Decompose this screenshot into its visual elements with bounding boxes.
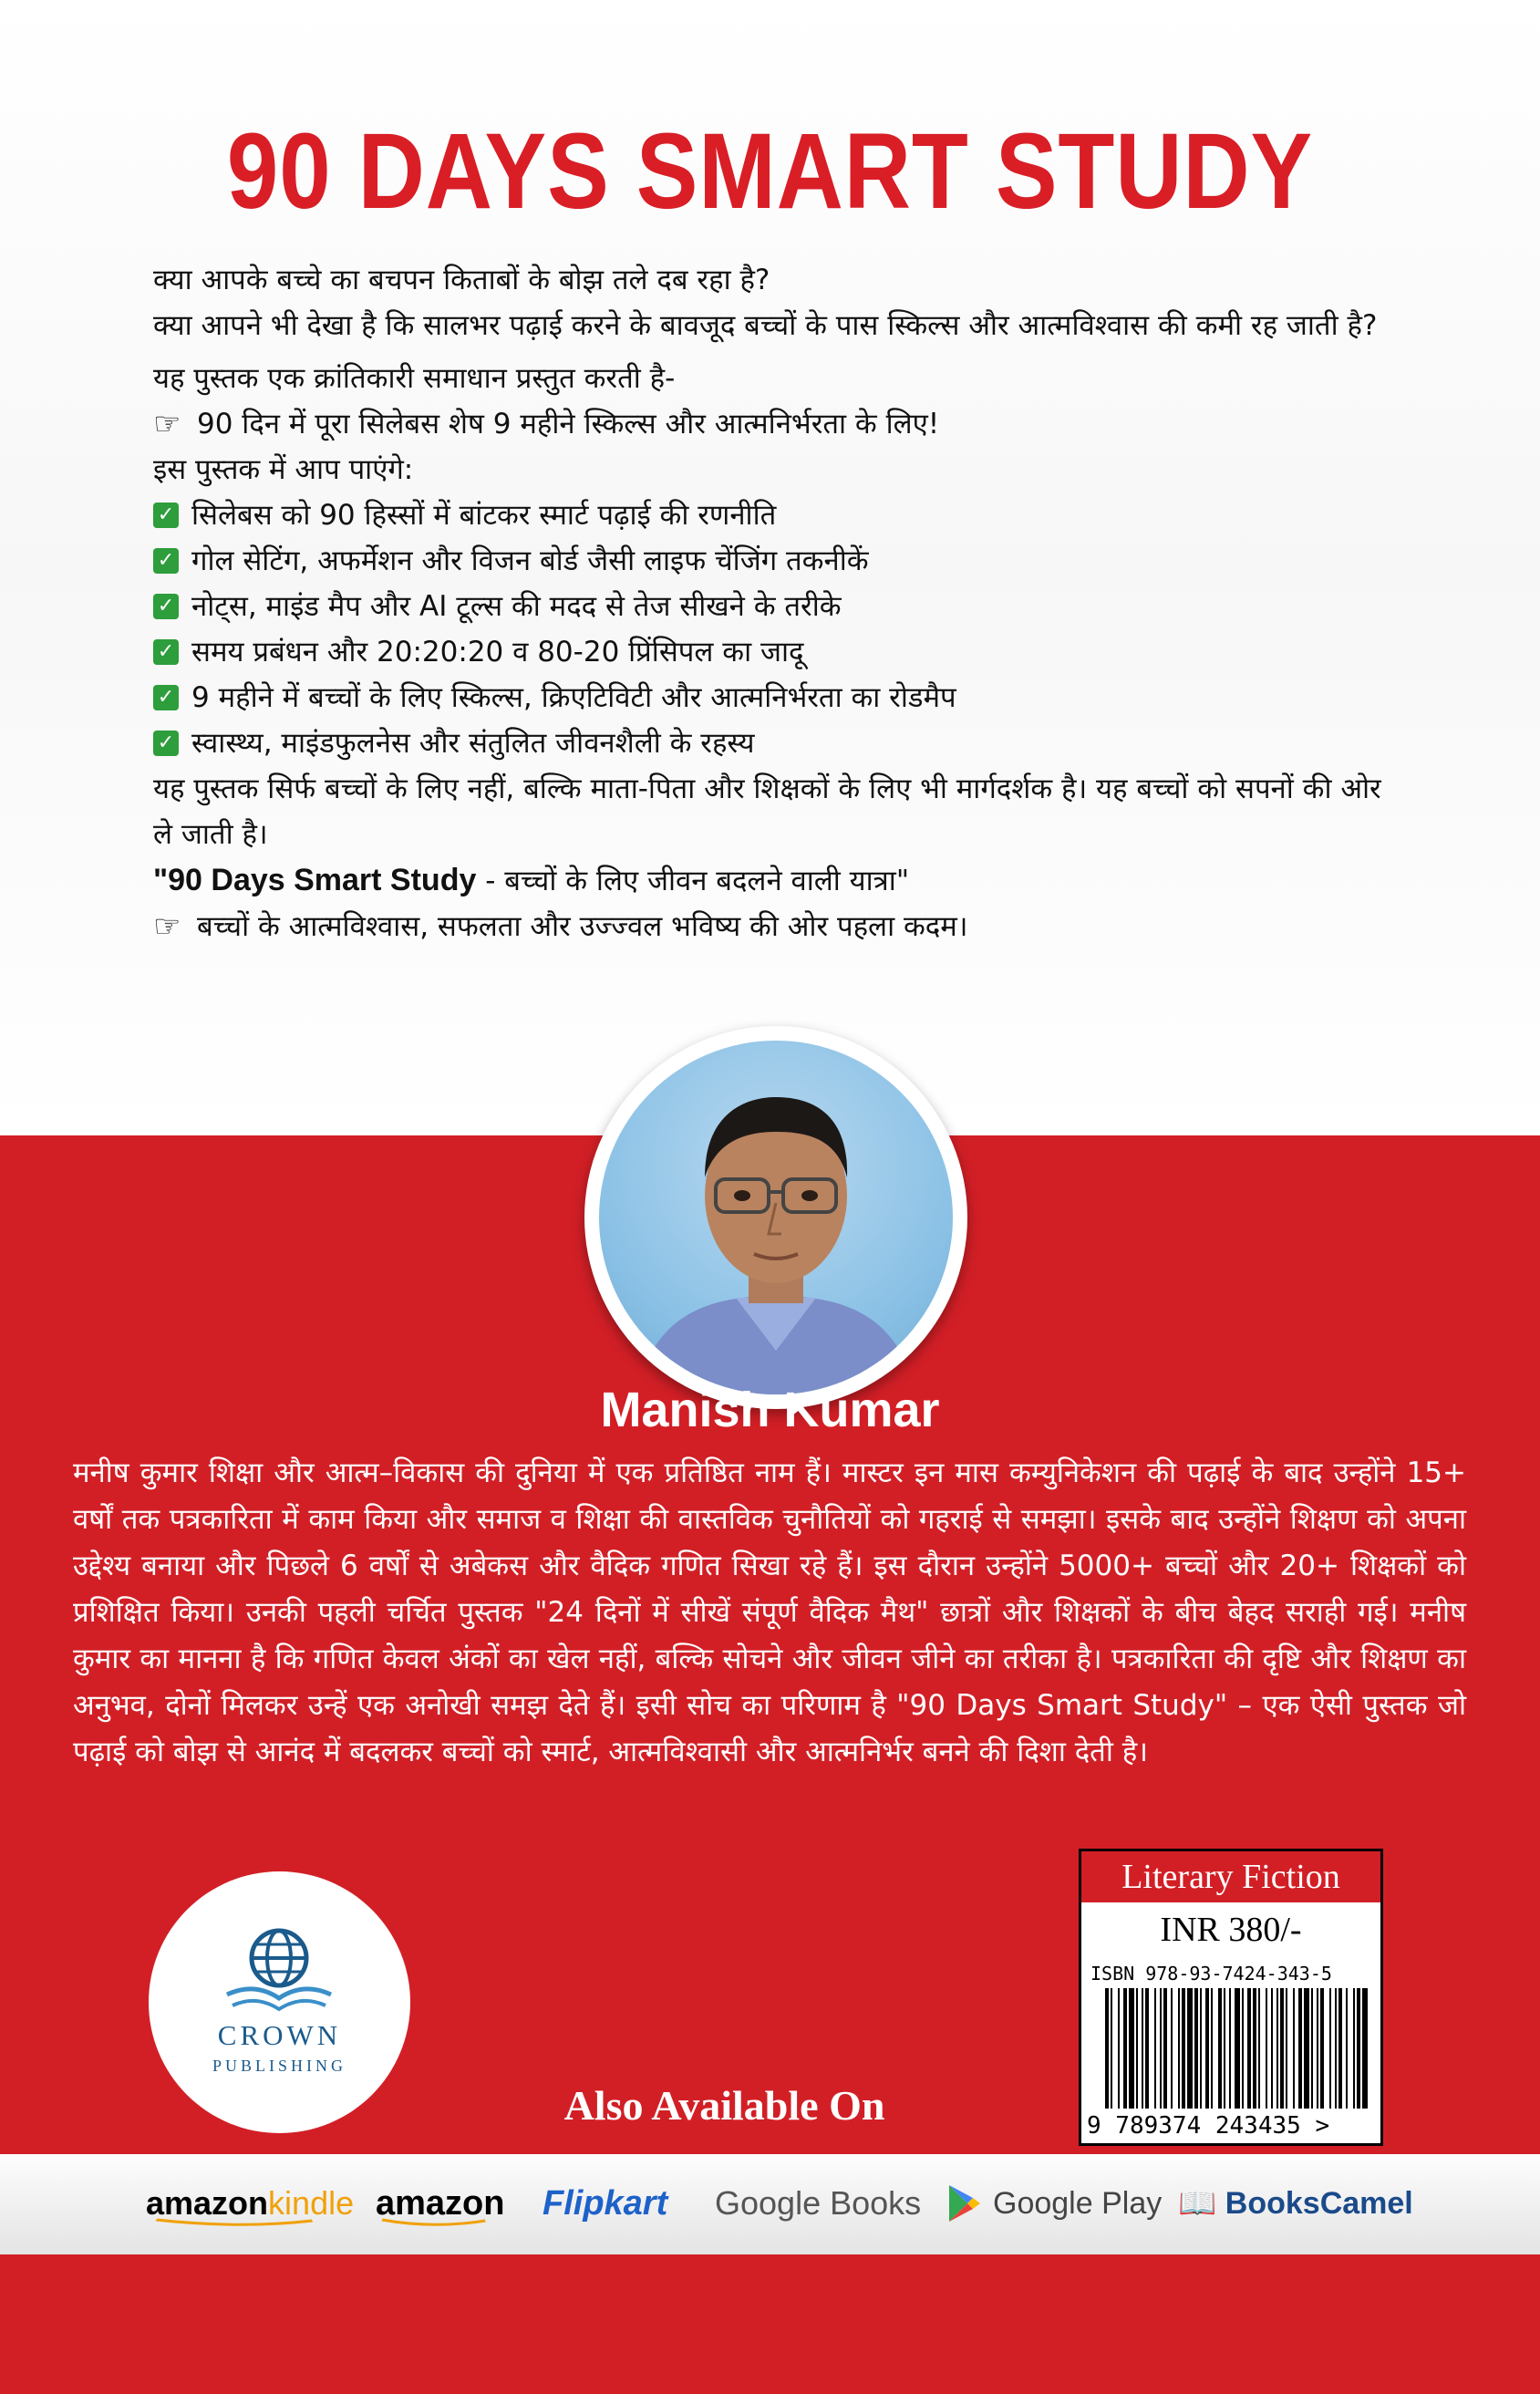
- intro-question-2: क्या आपने भी देखा है कि सालभर पढ़ाई करने के बावजूद बच्चों के पास स्किल्स और आत्मविश्वास की कमी रह जाती है?: [153, 309, 1378, 342]
- barcode-bar: [1320, 1988, 1324, 2109]
- point-text: गोल सेटिंग, अफर्मेशन और विजन बोर्ड जैसी लाइफ चेंजिंग तकनीकें: [191, 544, 869, 577]
- barcode-bar: [1335, 1988, 1337, 2109]
- tagline-rest: - बच्चों के लिए जीवन बदलने वाली यात्रा": [476, 865, 910, 897]
- barcode-bar: [1111, 1988, 1112, 2109]
- barcode-bar: [1145, 1988, 1149, 2109]
- barcode-bar: [1276, 1988, 1278, 2109]
- tagline-bold: "90 Days Smart Study: [153, 863, 477, 897]
- barcode-bar: [1247, 1988, 1251, 2109]
- pointing-hand-icon: ☞: [153, 406, 181, 442]
- barcode-bar: [1362, 1988, 1368, 2109]
- barcode-bar: [1211, 1988, 1213, 2109]
- highlight-text: 90 दिन में पूरा सिलेबस शेष 9 महीने स्किल्स और आत्मनिर्भरता के लिए!: [197, 408, 940, 440]
- barcode-bar: [1266, 1988, 1267, 2109]
- amazon-label: amazon: [376, 2184, 505, 2223]
- barcode-bar: [1123, 1988, 1127, 2109]
- author-photo-frame: [584, 1026, 967, 1409]
- barcode-bar: [1229, 1988, 1231, 2109]
- store-google-play[interactable]: [946, 2178, 1162, 2229]
- barcode-bar: [1346, 1988, 1348, 2109]
- point-item: [153, 720, 1393, 766]
- intro-tagline: [153, 857, 1393, 904]
- barcode-bar: [1154, 1988, 1156, 2109]
- amazon-smile-icon: [376, 2218, 504, 2229]
- barcode-bar: [1142, 1988, 1143, 2109]
- point-text: नोट्स, माइंड मैप और AI टूल्स की मदद से तेज सीखने के तरीके: [191, 590, 842, 623]
- point-item: [153, 584, 1393, 629]
- amazon-smile-icon: [146, 2218, 354, 2229]
- store-bookscamel[interactable]: [1178, 2178, 1413, 2229]
- store-google-books[interactable]: Google Books: [715, 2184, 922, 2222]
- point-text: 9 महीने में बच्चों के लिए स्किल्स, क्रिएटिविटी और आत्मनिर्भरता का रोडमैप: [191, 681, 956, 714]
- pointing-hand-icon: ☞: [153, 908, 181, 945]
- barcode-bar: [1105, 1988, 1109, 2109]
- check-box-icon: ✓: [153, 503, 179, 528]
- point-item: [153, 629, 1393, 675]
- check-box-icon: ✓: [153, 594, 179, 619]
- barcode-bar: [1338, 1988, 1342, 2109]
- intro-you-get: इस पुस्तक में आप पाएंगे:: [153, 453, 414, 486]
- author-photo: [599, 1041, 953, 1394]
- barcode-bar: [1194, 1988, 1198, 2109]
- barcode-bar: [1357, 1988, 1360, 2109]
- check-box-icon: ✓: [153, 548, 179, 574]
- amazon-kindle-a: amazon: [146, 2184, 269, 2222]
- intro-guide: यह पुस्तक सिर्फ बच्चों के लिए नहीं, बल्कि माता-पिता और शिक्षकों के लिए भी मार्गदर्शक है। यह बच्चों को सपनों की ओर ले जाती है।: [153, 772, 1381, 851]
- author-bio: मनीष कुमार शिक्षा और आत्म–विकास की दुनिया में एक प्रतिष्ठित नाम हैं। मास्टर इन मास कम्युनिकेशन की पढ़ाई के बाद उन्होंने 15+ वर्षों तक पत्रकारिता में काम किया और समाज व शिक्षा की वास्तविक चुनौतियों को गहराई से समझा। इसके बाद उन्होंने शिक्षण को अपना उद्देश्य बनाया और पिछले 6 वर्षों से अबेकस और वैदिक गणित सिखा रहे हैं। इस दौरान उन्होंने 5000+ बच्चों और 20+ शिक्षकों को प्रशिक्षित किया। उनकी पहली चर्चित पुस्तक "24 दिनों में सीखें संपूर्ण वैदिक मैथ" छात्रों और शिक्षकों के बीच बेहद सराही गई। मनीष कुमार का मानना है कि गणित केवल अंकों का खेल नहीं, बल्कि सोचने और जीवन जीने का तरीका है। पत्रकारिता की दृष्टि और शिक्षण का अनुभव, दोनों मिलकर उन्हें एक अनोखी समझ देते हैं। इसी सोच का परिणाम है "90 Days Smart Study" – एक ऐसी पुस्तक जो पढ़ाई को बोझ से आनंद में बदलकर बच्चों को स्मार्ट, आत्मविश्वासी और आत्मनिर्भर बनने की दिशा देती है।: [73, 1456, 1466, 1768]
- genre-label: Literary Fiction: [1081, 1851, 1380, 1902]
- barcode-bar: [1178, 1988, 1180, 2109]
- isbn-label: ISBN 978-93-7424-343-5: [1090, 1963, 1332, 1985]
- globe-book-icon: [220, 1922, 338, 2017]
- barcode-bar: [1271, 1988, 1273, 2109]
- point-item: [153, 538, 1393, 584]
- barcode-number: 9 789374 243435 >: [1087, 2112, 1330, 2140]
- intro-closing: [153, 904, 1393, 949]
- store-amazon[interactable]: [376, 2178, 504, 2229]
- barcode-bar: [1329, 1988, 1331, 2109]
- point-text: सिलेबस को 90 हिस्सों में बांटकर स्मार्ट पढ़ाई की रणनीति: [191, 499, 777, 532]
- intro-highlight: [153, 401, 1393, 447]
- store-flipkart[interactable]: Flipkart: [543, 2184, 668, 2223]
- book-title: 90 DAYS SMART STUDY: [226, 111, 1314, 232]
- barcode-bar: [1163, 1988, 1167, 2109]
- barcode-bar: [1160, 1988, 1162, 2109]
- google-play-label: Google Play: [993, 2186, 1163, 2221]
- barcode-bar: [1304, 1988, 1309, 2109]
- bookscamel-label: BooksCamel: [1225, 2186, 1413, 2221]
- barcode-bar: [1187, 1988, 1193, 2109]
- closing-text: बच्चों के आत्मविश्वास, सफलता और उज्ज्वल भविष्य की ओर पहला कदम।: [197, 910, 968, 943]
- point-item: [153, 675, 1393, 720]
- barcode-bar: [1235, 1988, 1240, 2109]
- author-portrait-illustration: [599, 1041, 953, 1394]
- barcode-bar: [1286, 1988, 1287, 2109]
- book-icon: 📖: [1178, 2186, 1217, 2221]
- barcode-bar: [1311, 1988, 1313, 2109]
- author-name: Manish Kumar: [600, 1383, 940, 1437]
- barcode-bar: [1136, 1988, 1138, 2109]
- publisher-sub: PUBLISHING: [212, 2057, 346, 2075]
- barcode-bar: [1200, 1988, 1202, 2109]
- price-label: INR 380/-: [1160, 1911, 1302, 1949]
- barcode-bar: [1280, 1988, 1284, 2109]
- barcode-bar: [1298, 1988, 1302, 2109]
- check-box-icon: ✓: [153, 685, 179, 710]
- intro-solution: यह पुस्तक एक क्रांतिकारी समाधान प्रस्तुत करती है-: [153, 362, 676, 395]
- barcode-bar: [1182, 1988, 1185, 2109]
- barcode-bar: [1242, 1988, 1244, 2109]
- point-text: स्वास्थ्य, माइंडफुलनेस और संतुलित जीवनशैली के रहस्य: [191, 727, 755, 760]
- publisher-name: CROWN: [217, 2019, 342, 2051]
- barcode-bar: [1258, 1988, 1260, 2109]
- barcode-bar: [1205, 1988, 1209, 2109]
- barcode-bar: [1218, 1988, 1222, 2109]
- barcode-bar: [1317, 1988, 1318, 2109]
- point-item: [153, 492, 1393, 538]
- barcode-bar: [1224, 1988, 1225, 2109]
- intro-question-1: क्या आपके बच्चे का बचपन किताबों के बोझ तले दब रहा है?: [153, 264, 770, 296]
- intro-text: [153, 257, 1393, 949]
- check-box-icon: ✓: [153, 639, 179, 665]
- play-store-icon: [946, 2183, 982, 2223]
- store-amazon-kindle[interactable]: [146, 2178, 354, 2229]
- barcode-bar: [1129, 1988, 1134, 2109]
- amazon-kindle-b: kindle: [268, 2184, 355, 2222]
- price-box: [1079, 1849, 1383, 2146]
- also-available-heading: Also Available On: [563, 2082, 885, 2129]
- barcode: [1103, 1988, 1368, 2109]
- barcode-bar: [1171, 1988, 1173, 2109]
- barcode-bar: [1118, 1988, 1120, 2109]
- barcode-bar: [1293, 1988, 1295, 2109]
- barcode-bar: [1253, 1988, 1256, 2109]
- point-text: समय प्रबंधन और 20:20:20 व 80-20 प्रिंसिपल का जादू: [191, 636, 804, 668]
- barcode-bar: [1353, 1988, 1355, 2109]
- check-box-icon: ✓: [153, 731, 179, 756]
